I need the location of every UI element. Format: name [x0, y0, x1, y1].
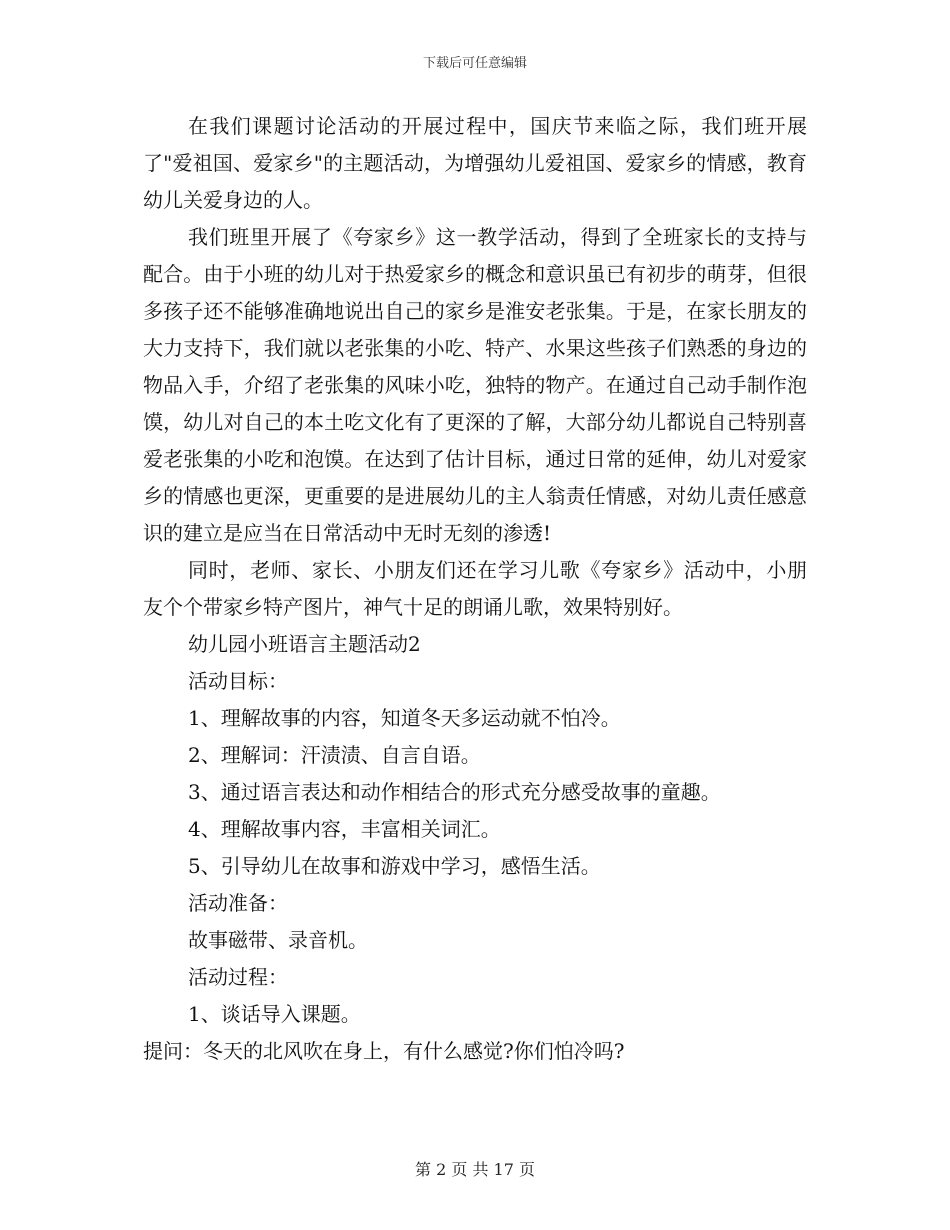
process-heading: 活动过程： [188, 965, 288, 989]
goals-heading: 活动目标： [188, 669, 288, 693]
paragraph-song: 同时，老师、家长、小朋友们还在学习儿歌《夸家乡》活动中，小朋友个个带家乡特产图片，神气十足的朗诵儿歌，效果特别好。 [143, 558, 807, 619]
goal-item: 2、理解词：汗渍渍、自言自语。 [188, 743, 481, 767]
prep-heading: 活动准备： [188, 891, 288, 915]
goal-item: 1、理解故事的内容，知道冬天多运动就不怕冷。 [188, 706, 621, 730]
document-body [143, 108, 807, 1070]
goal-item: 3、通过语言表达和动作相结合的形式充分感受故事的童趣。 [188, 780, 721, 804]
goal-item: 4、理解故事内容，丰富相关词汇。 [188, 817, 501, 841]
goal-item: 5、引导幼儿在故事和游戏中学习，感悟生活。 [188, 854, 601, 878]
question-text: 提问：冬天的北风吹在身上，有什么感觉?你们怕冷吗? [143, 1039, 625, 1063]
prep-text: 故事磁带、录音机。 [188, 928, 368, 952]
section-title: 幼儿园小班语言主题活动2 [188, 632, 421, 656]
paragraph-activity: 我们班里开展了《夸家乡》这一教学活动，得到了全班家长的支持与配合。由于小班的幼儿对于热爱家乡的概念和意识虽已有初步的萌芽，但很多孩子还不能够准确地说出自己的家乡是淮安老张集。于是，在家长朋友的大力支持下，我们就以老张集的小吃、特产、水果这些孩子们熟悉的身边的物品入手，介绍了老张集的风味小吃，独特的物产。在通过自己动手制作泡馍，幼儿对自己的本土吃文化有了更深的了解，大部分幼儿都说自己特别喜爱老张集的小吃和泡馍。在达到了估计目标，通过日常的延伸，幼儿对爱家乡的情感也更深，更重要的是进展幼儿的主人翁责任情感，对幼儿责任感意识的建立是应当在日常活动中无时无刻的渗透! [143, 225, 807, 545]
header-note: 下载后可任意编辑 [422, 56, 527, 71]
paragraph-intro: 在我们课题讨论活动的开展过程中，国庆节来临之际，我们班开展了"爱祖国、爱家乡"的主题活动，为增强幼儿爱祖国、爱家乡的情感，教育幼儿关爱身边的人。 [143, 114, 807, 212]
page-number: 第 2 页 共 17 页 [415, 1160, 535, 1179]
process-step: 1、谈话导入课题。 [188, 1002, 361, 1026]
